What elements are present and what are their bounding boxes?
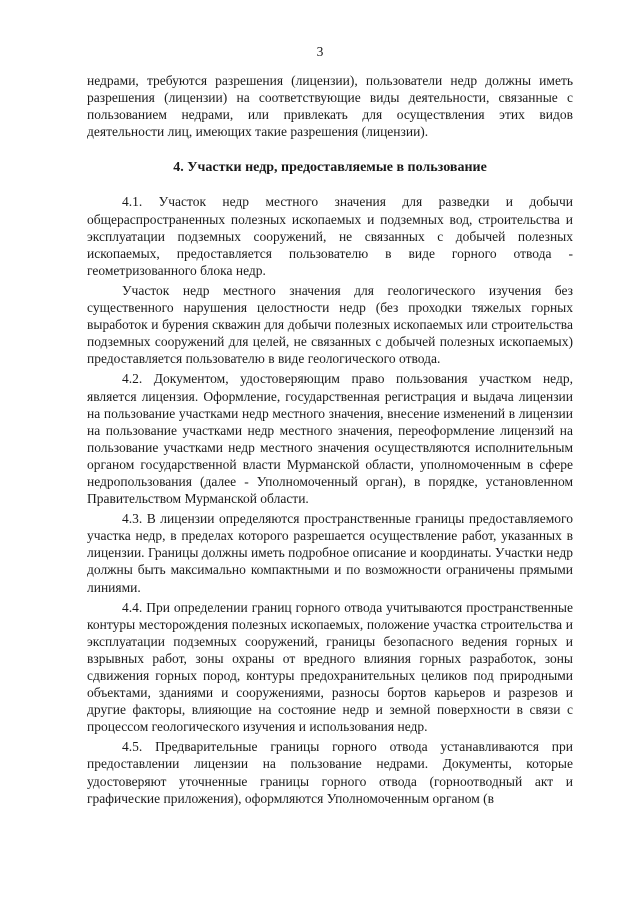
intro-paragraph: недрами, требуются разрешения (лицензии), пользователи недр должны иметь разрешения (лицензии) на соответствующие виды деятельности, связанные с пользованием недрами, или привлекать для осуществления этих видов деятельности лиц, имеющих такие разрешения (лицензии).: [87, 73, 573, 140]
paragraph-4-3: 4.3. В лицензии определяются пространственные границы предоставляемого участка недр, в пределах которого разрешается осуществление работ, указанных в лицензии. Границы должны иметь подробное описание и координаты. Участки недр должны быть максимально компактными и по возможности ограничены прямыми линиями.: [87, 511, 573, 595]
paragraph-4-5: 4.5. Предварительные границы горного отвода устанавливаются при предоставлении лицензии на пользование недрами. Документы, которые удостоверяют уточненные границы горного отвода (горноотводный акт и графические приложения), оформляются Уполномоченным органом (в: [87, 739, 573, 806]
paragraph-4-1: 4.1. Участок недр местного значения для разведки и добычи общераспространенных полезных ископаемых и подземных вод, строительства и эксплуатации подземных сооружений, не связанных с добычей полезных ископаемых, предоставляется пользователю в виде горного отвода - геометризованного блока недр.: [87, 194, 573, 278]
paragraph-4-2: 4.2. Документом, удостоверяющим право пользования участком недр, является лицензия. Оформление, государственная регистрация и выдача лицензии на пользование участками недр местного значения, внесение изменений в лицензии на пользование участками недр местного значения, переоформление лицензий на пользование участками недр местного значения осуществляются исполнительным органом государственной власти Мурманской области, уполномоченным в сфере недропользования (далее - Уполномоченный орган), в порядке, установленном Правительством Мурманской области.: [87, 371, 573, 507]
section-heading: 4. Участки недр, предоставляемые в пользование: [173, 160, 487, 176]
paragraph-4-4: 4.4. При определении границ горного отвода учитываются пространственные контуры месторождения полезных ископаемых, положение участка строительства и эксплуатации подземных сооружений, границы безопасного ведения горных и взрывных работ, зоны охраны от вредного влияния горных разработок, зоны сдвижения горных пород, контуры предохранительных целиков под природными объектами, зданиями и сооружениями, разносы бортов карьеров и разрезов и другие факторы, влияющие на состояние недр и земной поверхности в связи с процессом геологического изучения и использования недр.: [87, 599, 573, 735]
page-number: 3: [316, 44, 324, 59]
paragraph-4-1-geological: Участок недр местного значения для геологического изучения без существенного нарушения целостности недр (без проходки тяжелых горных выработок и бурения скважин для добычи полезных ископаемых или строительства подземных сооружений для целей, не связанных с добычей полезных ископаемых) предоставляется пользователю в виде геологического отвода.: [87, 282, 573, 367]
document-body: [87, 72, 573, 807]
